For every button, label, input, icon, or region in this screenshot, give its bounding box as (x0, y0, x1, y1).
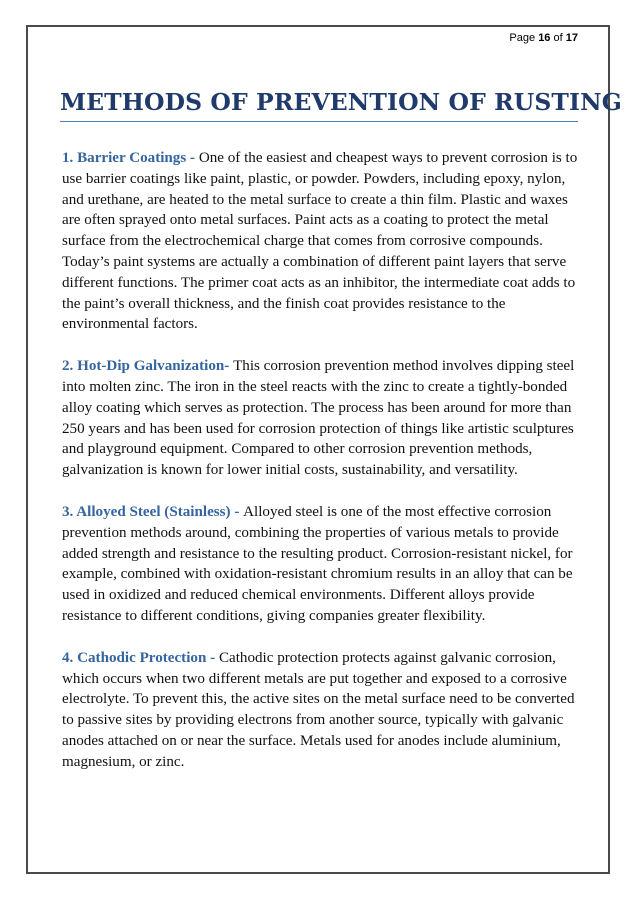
section-body: Alloyed steel is one of the most effective corrosion prevention methods around, combining the properties of various metals to provide added strength and resistance to the resulting product. Corrosion-resistant nickel, for example, combined with oxidation-resistant chromium results in an alloy that can be used in oxidized and reduced chemical environments. Different alloys provide resistance to different conditions, giving companies greater flexibility. (62, 503, 573, 624)
section-body: This corrosion prevention method involves dipping steel into molten zinc. The iron in the steel reacts with the zinc to create a tightly-bonded alloy coating which serves as protection. The process has been around for more than 250 years and has been used for corrosion protection of things like artistic sculptures and playground equipment. Compared to other corrosion prevention methods, galvanization is known for lower initial costs, sustainability, and versatility. (62, 358, 575, 479)
page-number-current: 16 (538, 32, 551, 44)
section-body: One of the easiest and cheapest ways to prevent corrosion is to use barrier coatings like paint, plastic, or powder. Powders, including epoxy, nylon, and urethane, are heated to the metal surface to create a thin film. Plastic and waxes are often sprayed onto metal surfaces. Paint acts as a coating to protect the metal surface from the electrochemical charge that comes from corrosive compounds. Today’s paint systems are actually a combination of different paint layers that serve different functions. The primer coat acts as an inhibitor, the intermediate coat adds to the paint’s overall thickness, and the finish coat provides resistance to the environmental factors. (62, 150, 578, 333)
section-separator: - (186, 150, 199, 166)
section-heading: 4. Cathodic Protection (62, 649, 207, 666)
section-heading: 2. Hot-Dip Galvanization (62, 358, 225, 375)
page-number (509, 32, 578, 44)
section-cathodic-protection (62, 648, 581, 773)
document-body (62, 148, 581, 773)
section-separator: - (206, 649, 219, 666)
section-body: Cathodic protection protects against galvanic corrosion, which occurs when two different metals are put together and exposed to a corrosive electrolyte. To prevent this, the active sites on the metal surface need to be converted to passive sites by providing electrons from another source, typically with galvanic anodes attached on or near the surface. Metals used for anodes include aluminium, magnesium, or zinc. (62, 649, 575, 770)
section-barrier-coatings (62, 148, 581, 335)
section-heading: 1. Barrier Coatings (62, 150, 187, 166)
page-number-prefix: Page (509, 32, 536, 44)
section-alloyed-steel (62, 502, 581, 627)
page-number-separator: of (553, 32, 563, 44)
section-heading: 3. Alloyed Steel (Stainless) (62, 503, 231, 520)
section-hot-dip-galvanization (62, 356, 581, 481)
section-separator: - (230, 503, 244, 520)
page-number-total: 17 (565, 32, 578, 44)
title-underline (60, 121, 578, 122)
page-title: METHODS OF PREVENTION OF RUSTING (60, 88, 622, 116)
section-separator: - (224, 358, 234, 375)
